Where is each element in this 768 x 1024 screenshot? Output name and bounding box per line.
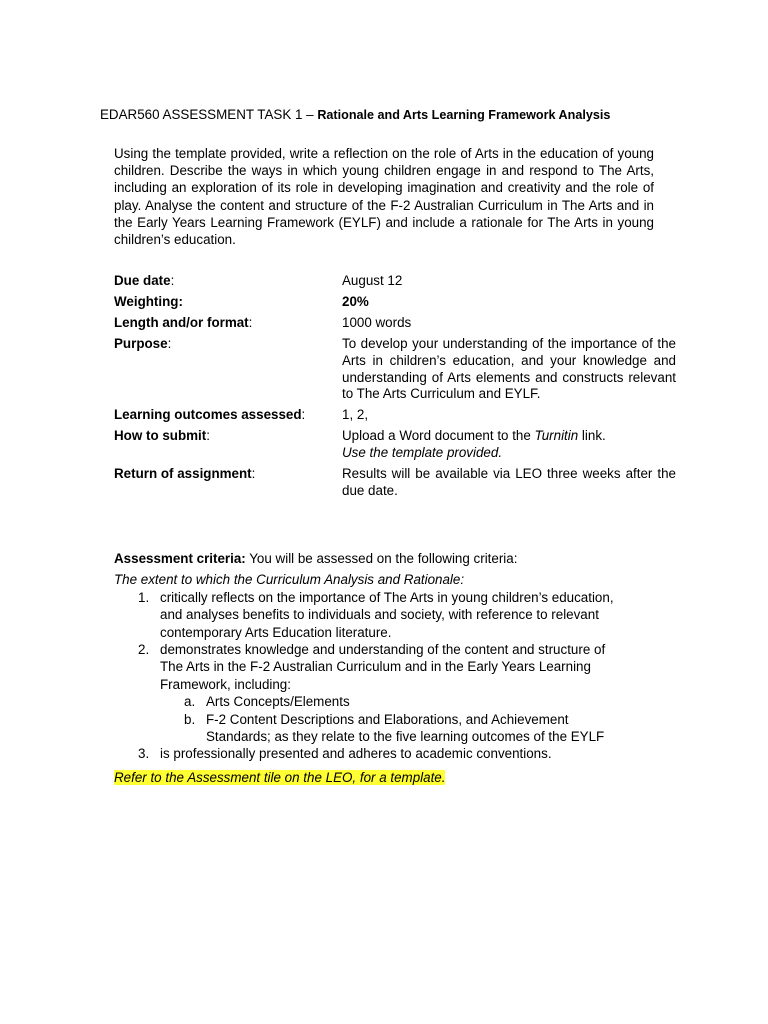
criteria-subitem: b. F-2 Content Descriptions and Elaborations, and Achievement Standards; as they relate to the five learning outcomes of the EYLF — [184, 711, 605, 745]
how-to-submit-row: How to submit: Upload a Word document to the Turnitin link. Use the template provided. — [114, 428, 676, 462]
due-date-value: August 12 — [342, 273, 403, 288]
criteria-subitem: a. Arts Concepts/Elements — [184, 694, 350, 710]
template-reference — [114, 769, 654, 786]
due-date-label: Due date — [114, 273, 171, 288]
length-label: Length and/or format — [114, 314, 249, 330]
task-details — [114, 273, 676, 504]
criteria-item: 2. demonstrates knowledge and understanding of the content and structure of The Arts in the F-2 Australian Curriculum and in the Early Years Learning Framework, including: — [138, 642, 606, 692]
highlighted-note: Refer to the Assessment tile on the LEO, for a template. — [114, 769, 446, 785]
purpose-value: To develop your understanding of the importance of the Arts in children’s education, and your knowledge and understanding of Arts elements and constructs relevant to The Arts Curriculum and EYLF. — [342, 335, 676, 402]
criteria-heading: Assessment criteria: You will be assessed on the following criteria: — [114, 551, 518, 566]
purpose-row: Purpose: To develop your understanding of the importance of the Arts in children’s education, and your knowledge and understanding of Arts elements and constructs relevant to The Arts Curriculum and EYLF. — [114, 335, 676, 402]
return-row: Return of assignment: Results will be available via LEO three weeks after the due date. — [114, 466, 676, 498]
return-value: Results will be available via LEO three weeks after the due date. — [342, 466, 676, 498]
template-note: Use the template provided. — [342, 445, 503, 461]
return-label: Return of assignment — [114, 466, 252, 482]
purpose-label: Purpose — [114, 335, 168, 351]
criteria-item: 1. critically reflects on the importance of The Arts in young children’s education, and analyses benefits to individuals and society, with reference to relevant contemporary Arts Education literature. — [138, 589, 614, 640]
title-course-code: EDAR560 ASSESSMENT TASK 1 – — [100, 107, 318, 122]
criteria-item: 3. is professionally presented and adheres to academic conventions. — [138, 746, 552, 762]
weighting-label: Weighting: — [114, 293, 183, 309]
page-title — [100, 106, 610, 124]
learning-outcomes-label: Learning outcomes assessed — [114, 407, 302, 423]
length-value: 1000 words — [342, 314, 412, 330]
due-date-row: Due date: August 12 — [114, 273, 676, 290]
title-task-name: Rationale and Arts Learning Framework Analysis — [317, 108, 611, 122]
turnitin-link-text: Turnitin — [534, 428, 579, 444]
learning-outcomes-row: Learning outcomes assessed: 1, 2, — [114, 407, 676, 424]
how-to-submit-value: Upload a Word document to the Turnitin link. Use the template provided. — [342, 428, 676, 462]
assessment-criteria — [114, 550, 654, 786]
length-row: Length and/or format: 1000 words — [114, 315, 676, 332]
learning-outcomes-value: 1, 2, — [342, 407, 369, 423]
task-description: Using the template provided, write a reflection on the role of Arts in the education of young children. Describe the ways in which young children engage in and respond to The Arts, including an exploration of its role in developing imagination and creativity and the role of play. Analyse the content and structure of the F-2 Australian Curriculum in The Arts and in the Early Years Learning Framework (EYLF) and include a rationale for The Arts in young children’s education. — [114, 146, 654, 248]
weighting-value: 20% — [342, 293, 369, 309]
criteria-intro: The extent to which the Curriculum Analysis and Rationale: — [114, 572, 465, 588]
how-to-submit-label: How to submit — [114, 428, 207, 444]
weighting-row — [114, 294, 676, 311]
